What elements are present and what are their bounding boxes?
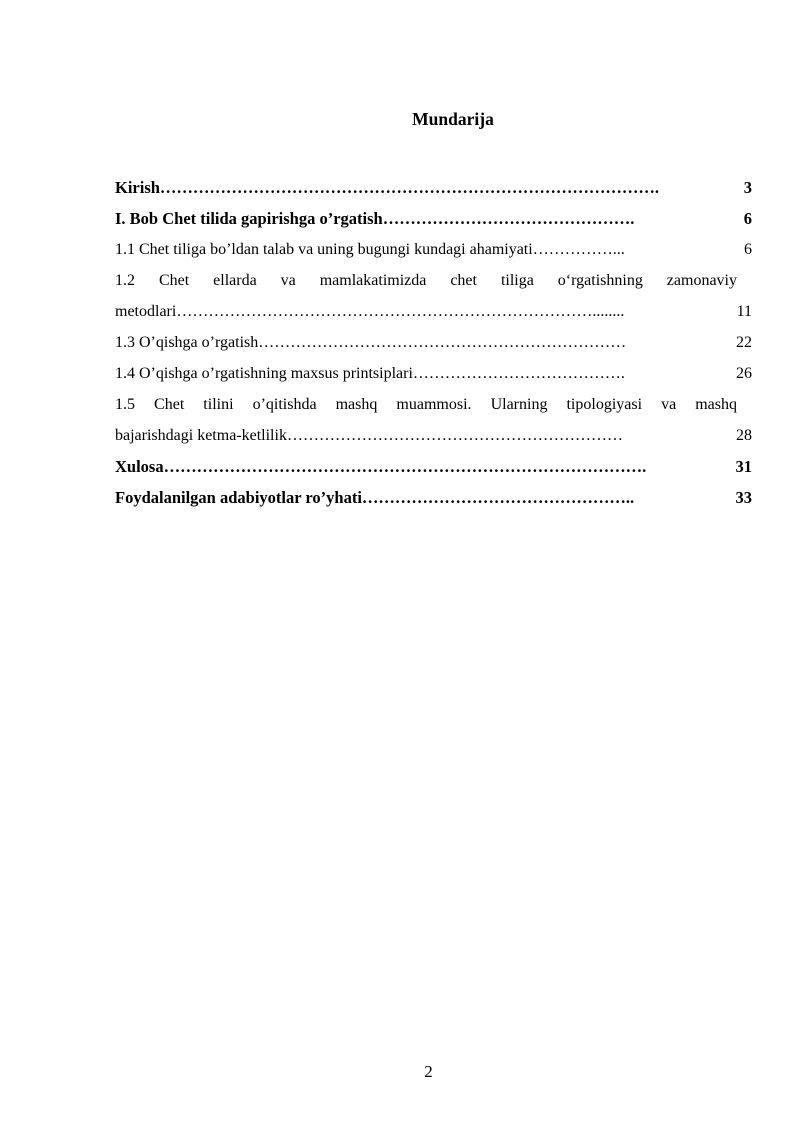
toc-entry-text: bajarishdagi ketma-ketlilik……………………………………………………… bbox=[115, 427, 623, 444]
toc-entry-page: 6 bbox=[744, 241, 752, 258]
toc-entry-text: Xulosa……………………………………………………………………………. bbox=[115, 457, 647, 476]
toc-entry-text: 1.3 O’qishga o’rgatish…………………………………………………………… bbox=[115, 334, 627, 351]
toc-entry-references bbox=[115, 482, 752, 513]
toc-entry-page: 33 bbox=[735, 488, 752, 507]
toc-entry-1-4 bbox=[115, 358, 752, 389]
toc-entry-text: metodlari……………………………………………………………………........ bbox=[115, 303, 625, 320]
toc-entry-text: Foydalanilgan adabiyotlar ro’yhati………………………………………….. bbox=[115, 488, 635, 507]
toc-entry-1-5-line-2 bbox=[115, 420, 752, 451]
toc-entry-page: 31 bbox=[735, 457, 752, 476]
toc-entry-page: 6 bbox=[743, 209, 752, 228]
toc-entry-kirish bbox=[115, 172, 752, 203]
toc-entry-1-5-line-1 bbox=[115, 389, 752, 420]
toc-entry-page: 3 bbox=[743, 178, 752, 197]
toc-entry-page: 22 bbox=[736, 334, 752, 351]
toc-entry-text: Kirish………………………………………………………………………………. bbox=[115, 178, 660, 197]
toc-entry-text: I. Bob Chet tilida gapirishga o’rgatish………………………………………. bbox=[115, 209, 635, 228]
toc-entry-text: 1.4 O’qishga o’rgatishning maxsus printsiplari…………………………………. bbox=[115, 365, 625, 382]
toc-entry-xulosa bbox=[115, 451, 752, 482]
toc-entry-text: 1.1 Chet tiliga bo’ldan talab va uning bugungi kundagi ahamiyati……………... bbox=[115, 241, 625, 258]
page-number: 2 bbox=[424, 1062, 433, 1081]
toc-entry-1-2-line-1 bbox=[115, 265, 752, 296]
toc-entry-text: 1.2 Chet ellarda va mamlakatimizda chet tiliga o‘rgatishning zamonaviy bbox=[115, 272, 737, 289]
toc-entry-1-1 bbox=[115, 234, 752, 265]
toc-entry-1-3 bbox=[115, 327, 752, 358]
toc-entry-page: 11 bbox=[736, 303, 752, 320]
toc-entry-page: 26 bbox=[736, 365, 752, 382]
toc-entry-text: 1.5 Chet tilini o’qitishda mashq muammosi. Ularning tipologiyasi va mashq bbox=[115, 396, 737, 413]
table-of-contents bbox=[115, 172, 752, 513]
toc-entry-page: 28 bbox=[736, 427, 752, 444]
toc-entry-1-2-line-2 bbox=[115, 296, 752, 327]
toc-entry-chapter-1 bbox=[115, 203, 752, 234]
page-title: Mundarija bbox=[412, 109, 494, 129]
